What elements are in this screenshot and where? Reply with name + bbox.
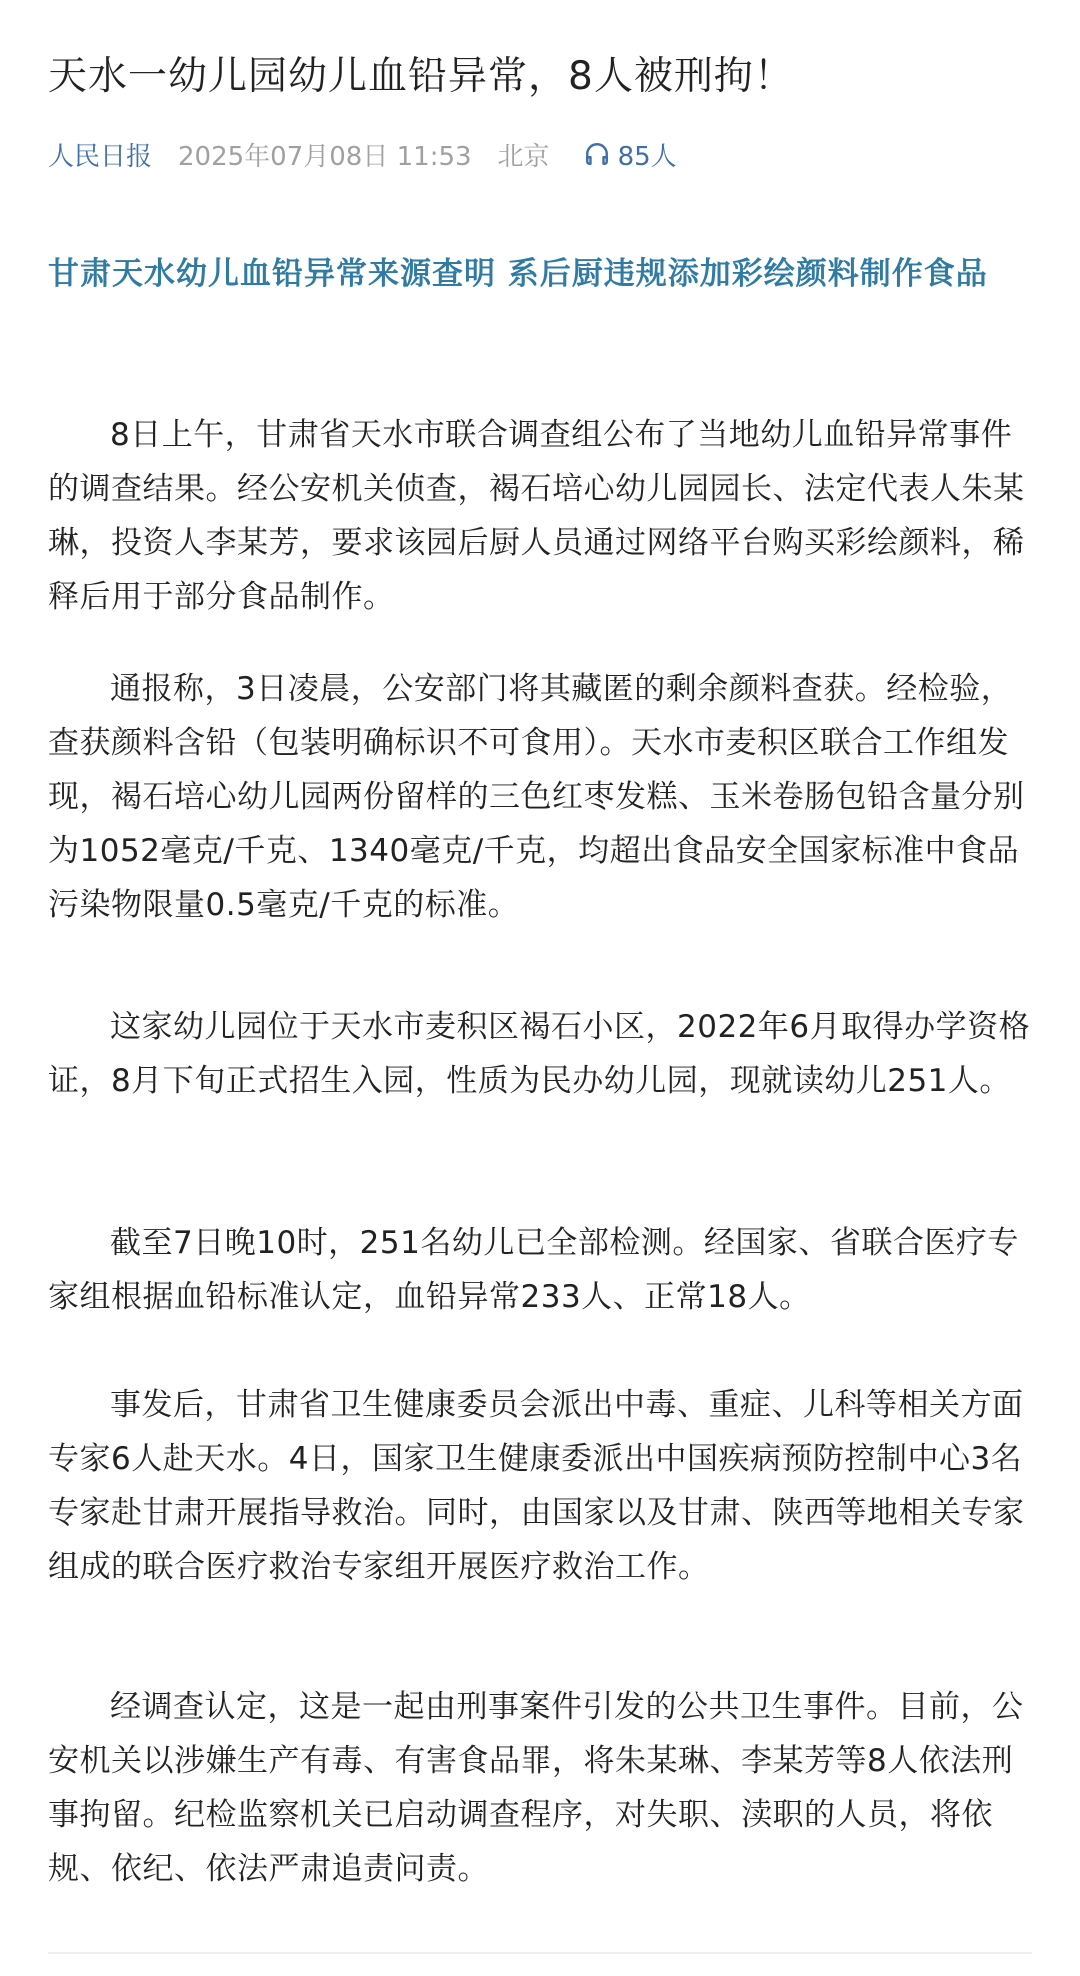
listen-count: 85人 [617,141,677,172]
article-title: 天水一幼儿园幼儿血铅异常，8人被刑拘！ [48,54,794,99]
publish-datetime: 2025年07月08日 11:53 [178,141,472,172]
paragraph: 这家幼儿园位于天水市麦积区褐石小区，2022年6月取得办学资格证，8月下旬正式招生入园，性质为民办幼儿园，现就读幼儿251人。 [48,1009,1031,1099]
paragraph: 截至7日晚10时，251名幼儿已全部检测。经国家、省联合医疗专家组根据血铅标准认定，血铅异常233人、正常18人。 [48,1225,1019,1315]
source-link[interactable]: 人民日报 [48,141,153,172]
paragraph: 事发后，甘肃省卫生健康委员会派出中毒、重症、儿科等相关方面专家6人赴天水。4日，国家卫生健康委派出中国疾病预防控制中心3名专家赴甘肃开展指导救治。同时，由国家以及甘肃、陕西等地相关专家组成的联合医疗救治专家组开展医疗救治工作。 [48,1387,1025,1585]
paragraph: 经调查认定，这是一起由刑事案件引发的公共卫生事件。目前，公安机关以涉嫌生产有毒、有害食品罪，将朱某琳、李某芳等8人依法刑事拘留。纪检监察机关已启动调查程序，对失职、渎职的人员，将依规、依纪、依法严肃追责问责。 [48,1689,1024,1887]
article-subtitle: 甘肃天水幼儿血铅异常来源查明 系后厨违规添加彩绘颜料制作食品 [48,256,988,292]
paragraph: 通报称，3日凌晨，公安部门将其藏匿的剩余颜料查获。经检验，查获颜料含铅（包装明确标识不可食用）。天水市麦积区联合工作组发现，褐石培心幼儿园两份留样的三色红枣发糕、玉米卷肠包铅含量分别为1052毫克/千克、1340毫克/千克，均超出食品安全国家标准中食品污染物限量0.5毫克/千克的标准。 [48,671,1025,923]
article-meta [48,134,677,174]
headphones-icon [584,141,610,167]
divider [48,1952,1032,1954]
listen-button[interactable] [584,136,677,173]
paragraph: 8日上午，甘肃省天水市联合调查组公布了当地幼儿血铅异常事件的调查结果。经公安机关侦查，褐石培心幼儿园园长、法定代表人朱某琳，投资人李某芳，要求该园后厨人员通过网络平台购买彩绘颜料，稀释后用于部分食品制作。 [48,417,1025,615]
publish-location: 北京 [497,141,550,172]
